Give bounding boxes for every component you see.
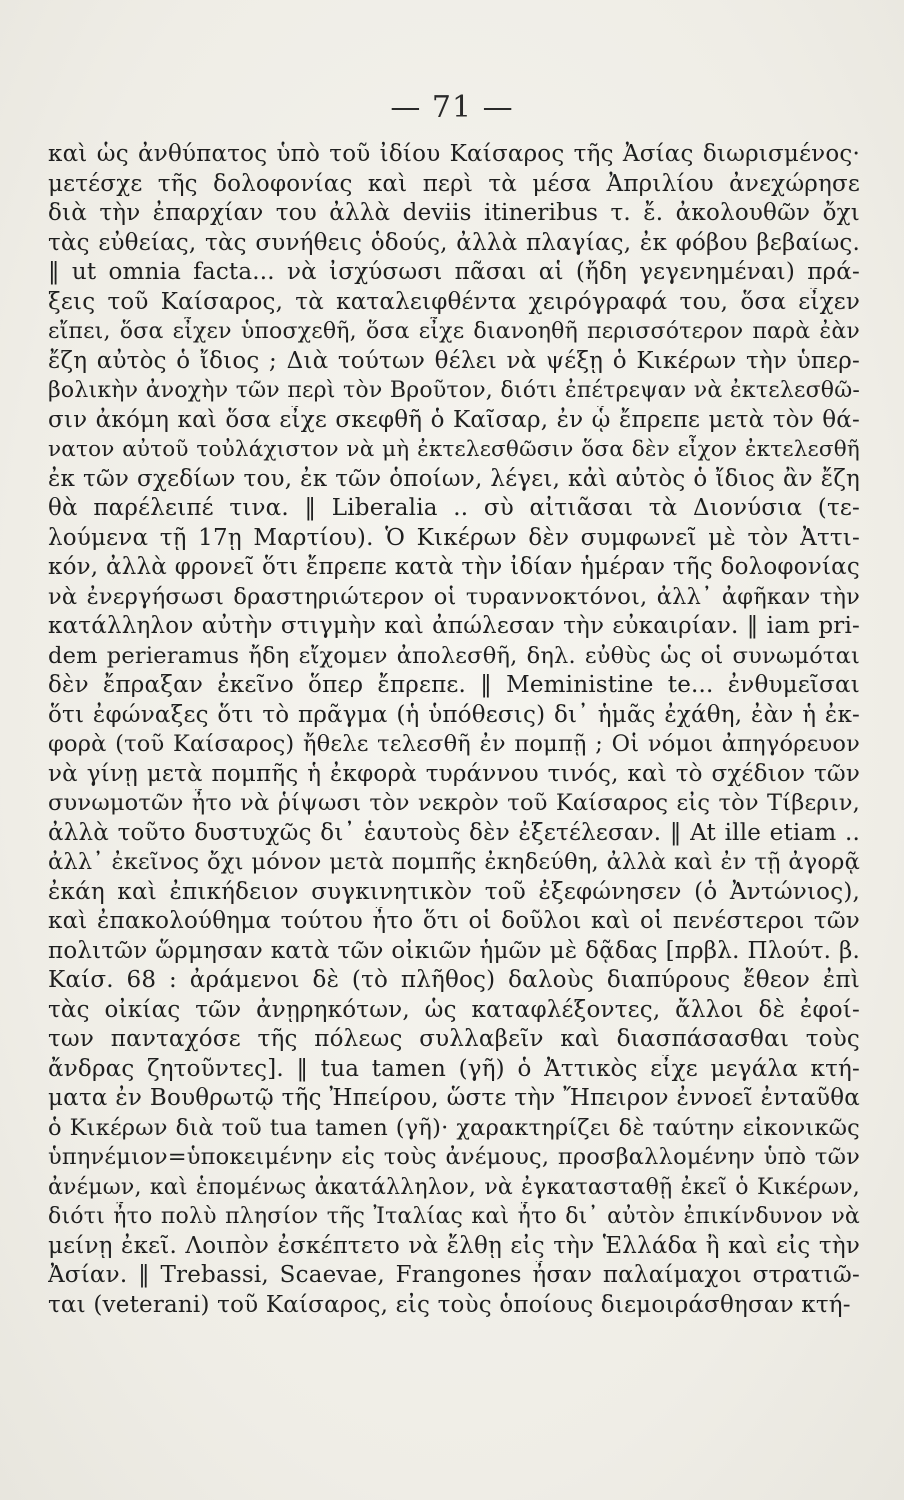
text-line: διότι ἦτο πολὺ πλησίον τῆς Ἰταλίας καὶ ἦτο δι᾿ αὐτὸν ἐπικίνδυνον νὰ	[48, 1204, 860, 1229]
text-line: ὁ Κικέρων διὰ τοῦ tua tamen (γῆ)· χαρακτηρίζει δὲ ταύτην εἰκονικῶς	[48, 1114, 860, 1141]
text-line: ὑπηνέμιον=ὑποκειμένην εἰς τοὺς ἀνέμους, προσβαλλομένην ὑπὸ τῶν	[48, 1144, 860, 1170]
text-line: ἄνδρας ζητοῦντες]. ‖ tua tamen (γῆ) ὁ Ἀττικὸς εἶχε μεγάλα κτή-	[48, 1055, 860, 1082]
text-line: δὲν ἔπραξαν ἐκεῖνο ὅπερ ἔπρεπε. ‖ Meministine te... ἐνθυμεῖσαι	[48, 672, 860, 698]
text-line: Καίσ. 68 : ἀράμενοι δὲ (τὸ πλῆθος) δαλοὺς διαπύρους ἔθεον ἐπὶ	[48, 967, 860, 993]
text-line: dem perieramus ἤδη εἴχομεν ἀπολεσθῆ, δηλ. εὐθὺς ὡς οἱ συνωμόται	[48, 642, 860, 669]
text-line: ἀλλ᾿ ἐκεῖνος ὄχι μόνον μετὰ πομπῆς ἐκηδεύθη, ἀλλὰ καὶ ἐν τῇ ἀγορᾷ	[48, 849, 860, 875]
text-line: ἀλλὰ τοῦτο δυστυχῶς δι᾿ ἑαυτοὺς δὲν ἐξετέλεσαν. ‖ At ille etiam ..	[48, 819, 860, 846]
text-line: ‖ ut omnia facta... νὰ ἰσχύσωσι πᾶσαι αἱ (ἤδη γεγενημέναι) πρά-	[48, 259, 860, 285]
text-line: εἴπει, ὅσα εἶχεν ὑποσχεθῆ, ὅσα εἶχε διανοηθῆ περισσότερον παρὰ ἐὰν	[48, 319, 860, 344]
text-line: μετέσχε τῆς δολοφονίας καὶ περὶ τὰ μέσα Ἀπριλίου ἀνεχώρησε	[48, 170, 860, 197]
text-line: ται (veterani) τοῦ Καίσαρος, εἰς τοὺς ὁποίους διεμοιράσθησαν κτή-	[48, 1291, 851, 1318]
text-line: θὰ παρέλειπέ τινα. ‖ Liberalia .. σὺ αἰτιᾶσαι τὰ Διονύσια (τε-	[48, 495, 860, 521]
text-line: φορὰ (τοῦ Καίσαρος) ἤθελε τελεσθῆ ἐν πομπῇ ; Οἱ νόμοι ἀπηγόρευον	[48, 731, 860, 757]
text-line: κατάλληλον αὐτὴν στιγμὴν καὶ ἀπώλεσαν τὴν εὐκαιρίαν. ‖ iam pri-	[48, 613, 860, 639]
text-line: ἔζη αὐτὸς ὁ ἴδιος ; Διὰ τούτων θέλει νὰ ψέξῃ ὁ Κικέρων τὴν ὑπερ-	[48, 347, 860, 374]
text-line: ξεις τοῦ Καίσαρος, τὰ καταλειφθέντα χειρόγραφά του, ὅσα εἶχεν	[48, 288, 860, 315]
text-line: σιν ἀκόμη καὶ ὅσα εἶχε σκεφθῆ ὁ Καῖσαρ, ἐν ᾧ ἔπρεπε μετὰ τὸν θά-	[48, 406, 860, 433]
text-line: των πανταχόσε τῆς πόλεως συλλαβεῖν καὶ διασπάσασθαι τοὺς	[48, 1026, 860, 1052]
text-line: ἀνέμων, καὶ ἑπομένως ἀκατάλληλον, νὰ ἐγκατασταθῇ ἐκεῖ ὁ Κικέρων,	[48, 1174, 860, 1200]
text-line: νὰ γίνῃ μετὰ πομπῆς ἡ ἐκφορὰ τυράννου τινός, καὶ τὸ σχέδιον τῶν	[48, 760, 860, 787]
body-text	[48, 140, 860, 1320]
text-line: μείνῃ ἐκεῖ. Λοιπὸν ἐσκέπτετο νὰ ἔλθῃ εἰς τὴν Ἑλλάδα ἢ καὶ εἰς τὴν	[48, 1232, 860, 1259]
text-line: κόν, ἀλλὰ φρονεῖ ὅτι ἔπρεπε κατὰ τὴν ἰδίαν ἡμέραν τῆς δολοφονίας	[48, 554, 860, 580]
text-line: τὰς οἰκίας τῶν ἀνῃρηκότων, ὡς καταφλέξοντες, ἄλλοι δὲ ἐφοί-	[48, 996, 860, 1023]
text-line: βολικὴν ἀνοχὴν τῶν περὶ τὸν Βροῦτον, διότι ἐπέτρεψαν νὰ ἐκτελεσθῶ-	[48, 378, 860, 403]
text-line: Ἀσίαν. ‖ Trebassi, Scaevae, Frangones ἦσαν παλαίμαχοι στρατιῶ-	[48, 1262, 860, 1288]
text-line: καὶ ὡς ἀνθύπατος ὑπὸ τοῦ ἰδίου Καίσαρος τῆς Ἀσίας διωρισμένος·	[48, 141, 860, 167]
text-line: τὰς εὐθείας, τὰς συνήθεις ὁδούς, ἀλλὰ πλαγίας, ἐκ φόβου βεβαίως.	[48, 229, 860, 256]
text-line: διὰ τὴν ἐπαρχίαν του ἀλλὰ deviis itineribus τ. ἔ. ἀκολουθῶν ὄχι	[48, 200, 860, 226]
text-line: νατον αὐτοῦ τοὐλάχιστον νὰ μὴ ἐκτελεσθῶσιν ὅσα δὲν εἶχον ἐκτελεσθῆ	[48, 437, 860, 462]
text-line: καὶ ἐπακολούθημα τούτου ἦτο ὅτι οἱ δοῦλοι καὶ οἱ πενέστεροι τῶν	[48, 908, 860, 934]
text-line: ἐκ τῶν σχεδίων του, ἐκ τῶν ὁποίων, λέγει, κἀὶ αὐτὸς ὁ ἴδιος ἂν ἔζη	[48, 465, 860, 492]
text-line: ὅτι ἐφώναξες ὅτι τὸ πρᾶγμα (ἡ ὑπόθεσις) δι᾿ ἡμᾶς ἐχάθη, ἐὰν ἡ ἐκ-	[48, 701, 860, 728]
text-line: λούμενα τῇ 17ῃ Μαρτίου). Ὁ Κικέρων δὲν συμφωνεῖ μὲ τὸν Ἀττι-	[48, 524, 860, 551]
page-number: — 71 —	[390, 90, 514, 125]
text-line: συνωμοτῶν ἦτο νὰ ῥίψωσι τὸν νεκρὸν τοῦ Καίσαρος εἰς τὸν Τίβεριν,	[48, 790, 860, 816]
text-line: ἐκάη καὶ ἐπικήδειον συγκινητικὸν τοῦ ἐξεφώνησεν (ὁ Ἀντώνιος),	[48, 878, 860, 905]
text-line: πολιτῶν ὥρμησαν κατὰ τῶν οἰκιῶν ἡμῶν μὲ δᾷδας [πρβλ. Πλούτ. β.	[48, 937, 860, 964]
text-line: νὰ ἐνεργήσωσι δραστηριώτερον οἱ τυραννοκτόνοι, ἀλλ᾿ ἀφῆκαν τὴν	[48, 583, 860, 610]
text-line: ματα ἐν Βουθρωτῷ τῆς Ἠπείρου, ὥστε τὴν Ἤπειρον ἐννοεῖ ἐνταῦθα	[48, 1085, 860, 1111]
